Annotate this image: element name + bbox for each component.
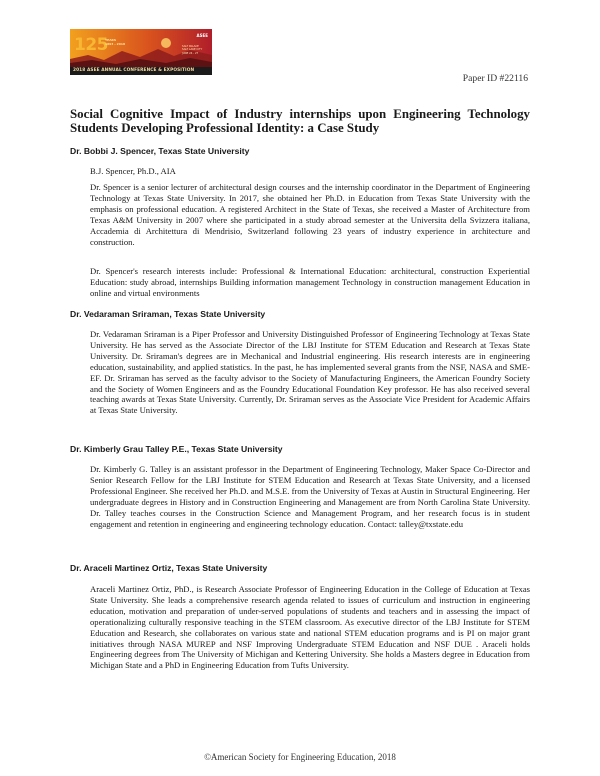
conference-banner — [70, 29, 212, 75]
banner-location-text: SALT PALACE SALT LAKE CITY JUNE 24 - 27 — [182, 45, 203, 55]
author-heading: Dr. Kimberly Grau Talley P.E., Texas State University — [70, 444, 283, 454]
banner-asee-logo: ASEE — [196, 33, 208, 38]
author-bio-paragraph: Dr. Spencer is a senior lecturer of architectural design courses and the internship coordinator in the Department of Engineering Technology at Texas State University. In 2017, she obtained her Ph.D. in Education from Texas State University with the emphasis on professional education. A registered Architect in the State of Texas, she received a Master of Architecture from Texas A&M University in 2007 where she participated in a study abroad semester at the Universita della Svizzera italiana, Accademia di Architettura di Mendrisio, Switzerland following 23 years of industry experience in architecture and construction. — [90, 182, 530, 247]
author-heading: Dr. Bobbi J. Spencer, Texas State University — [70, 146, 250, 156]
author-bio-paragraph: B.J. Spencer, Ph.D., AIA — [90, 166, 176, 176]
author-heading: Dr. Araceli Martinez Ortiz, Texas State University — [70, 563, 268, 573]
banner-caption: 2018 ASEE ANNUAL CONFERENCE & EXPOSITION — [73, 68, 195, 73]
copyright-footer: ©American Society for Engineering Education, 2018 — [204, 752, 396, 762]
paper-id: Paper ID #22116 — [462, 73, 528, 84]
author-bio-paragraph: Dr. Spencer's research interests include: Professional & International Education: architectural, construction Experiential Education: study abroad, internships Building information management Technology in construction management Education in online and virtual environments — [90, 266, 530, 298]
author-bio-paragraph: Dr. Kimberly G. Talley is an assistant professor in the Department of Engineering Technology, Maker Space Co-Director and Senior Research Fellow for the LBJ Institute for STEM Education and Research at Texas State University, and a licensed Professional Engineer. She received her Ph.D. and M.S.E. from the University of Texas at Austin in Structural Engineering. Her undergraduate degrees in History and in Construction Engineering and Management are from North Carolina State University. Dr. Talley teaches courses in the Construction Science and Management Program, and her research focus is in student engagement and retention in engineering and engineering technology education. Contact: talley@txstate.edu — [90, 464, 530, 529]
author-heading: Dr. Vedaraman Sriraman, Texas State University — [70, 309, 266, 319]
paper-title: Social Cognitive Impact of Industry internships upon Engineering Technology Students Developing Professional Identity: a Case Study — [70, 107, 530, 136]
banner-years-text: YEARS 1893 - 2018 — [105, 38, 126, 46]
author-bio-paragraph: Dr. Vedaraman Sriraman is a Piper Professor and University Distinguished Professor of Engineering Technology at Texas State University. He has served as the Associate Director of the LBJ Institute for STEM Education and Research at Texas State University. Dr. Sriraman's degrees are in Mechanical and Industrial engineering. His research interests are in engineering education, sustainability, and applied statistics. In the past, he has implemented several grants from the NSF, NASA and SME-EF. Dr. Sriraman has served as the faculty advisor to the Society of Manufacturing Engineers, the American Foundry Society and the Society of Women Engineers and as the Foundry Educational Foundation Key professor. He has also received several teaching awards at Texas State University. Currently, Dr. Sriraman serves as the Associate Vice President for Academic Affairs at Texas State University. — [90, 329, 530, 416]
banner-125-mark: 125 — [74, 35, 108, 55]
author-bio-paragraph: Araceli Martinez Ortiz, PhD., is Research Associate Professor of Engineering Education in the College of Education at Texas State University. She leads a comprehensive research agenda related to issues of curriculum and instruction in engineering education, motivation and preparation of under-served populations of students and teachers and in assessing the impact of operationalizing culturally responsive teaching in the STEM classroom. As executive director of the LBJ Institute for STEM Education and Research, she collaborates on various state and national STEM education programs and is PI on major grant initiatives through NASA MUREP and NSF Improving Undergraduate STEM Education and NSF DUE . Araceli holds Engineering degrees from The University of Michigan and Kettering University. She holds a Masters degree in Education from Michigan State and a PhD in Engineering Education from Tufts University. — [90, 584, 530, 671]
